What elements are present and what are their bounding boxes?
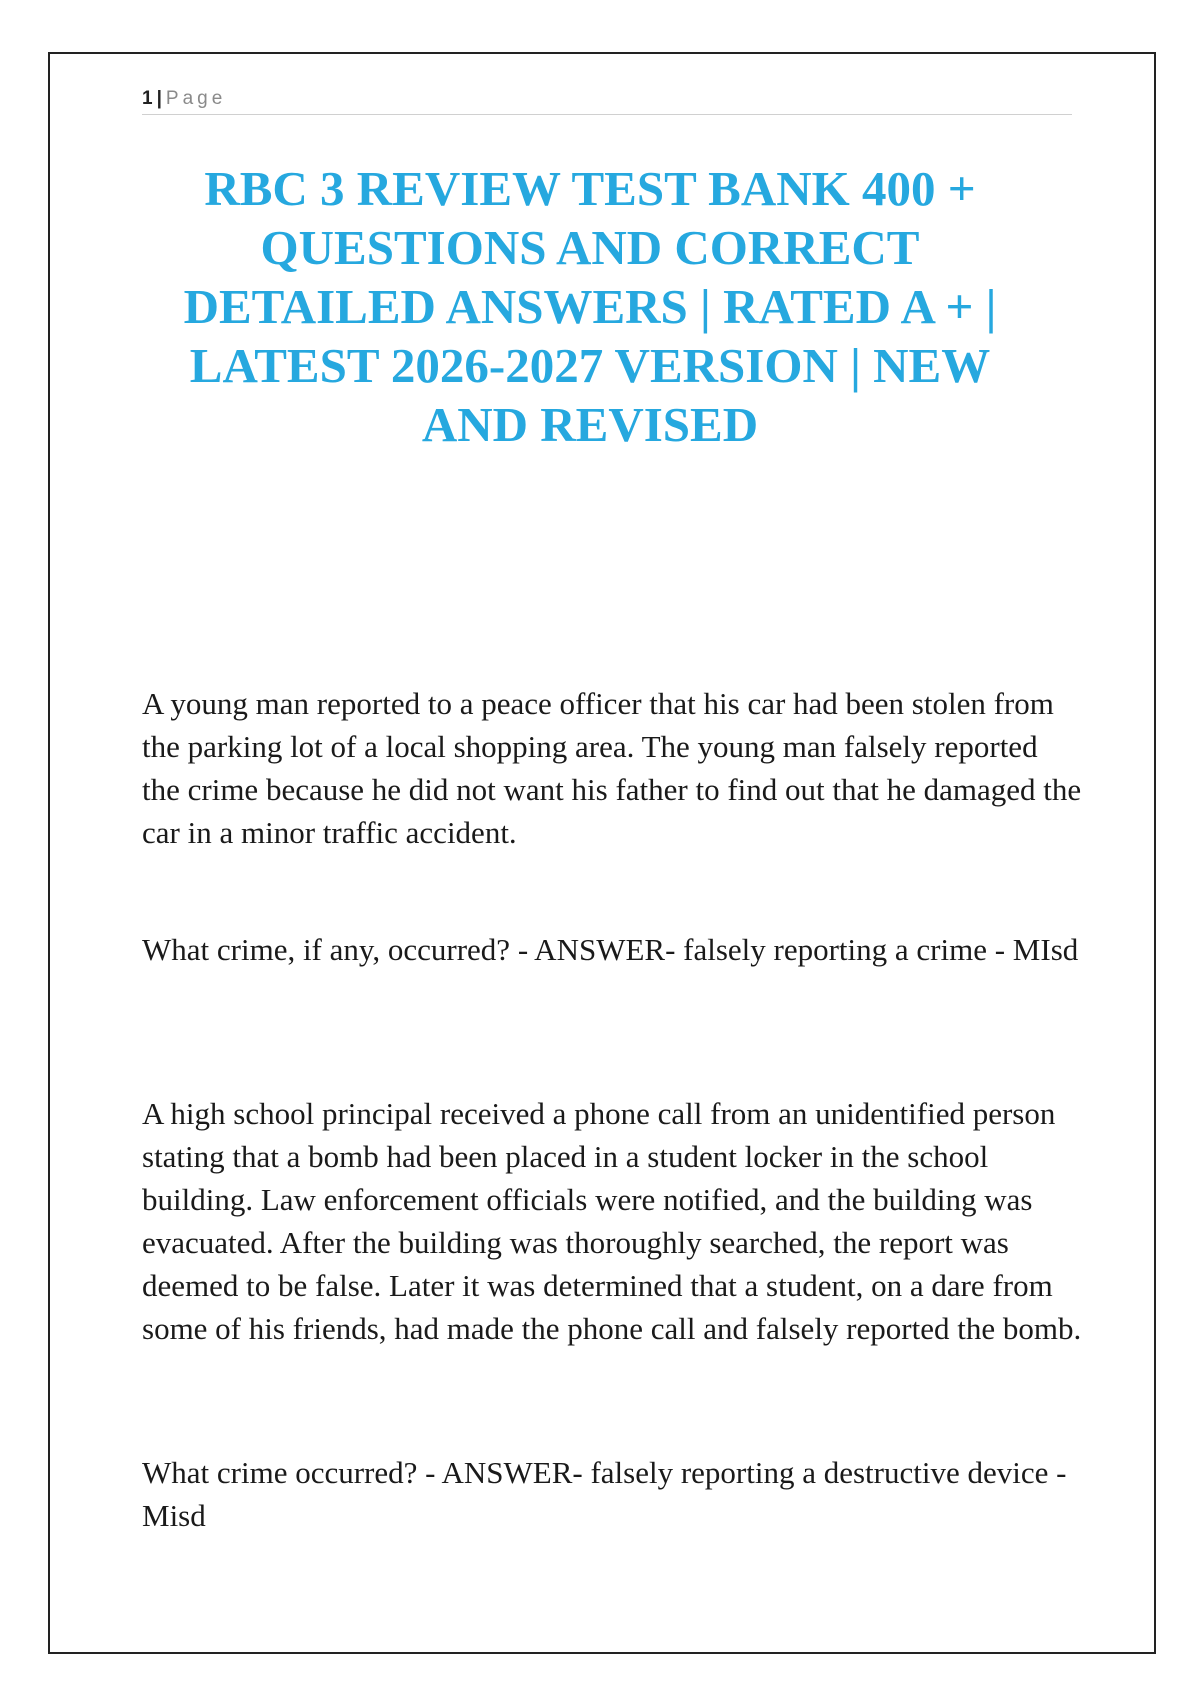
page-number: 1: [142, 88, 153, 109]
question-answer-1: What crime, if any, occurred? - ANSWER- falsely reporting a crime - MIsd: [142, 932, 1079, 967]
page-separator: |: [156, 88, 162, 109]
page-label: Page: [165, 88, 227, 109]
document-title: RBC 3 REVIEW TEST BANK 400 + QUESTIONS AND CORRECT DETAILED ANSWERS | RATED A + | LATEST 2026-2027 VERSION | NEW AND REVISED: [183, 161, 997, 452]
question-scenario-1: A young man reported to a peace officer that his car had been stolen from the parking lot of a local shopping area. The young man falsely reported the crime because he did not want his father to find out that he damaged the car in a minor traffic accident.: [142, 686, 1082, 850]
page-header: [142, 84, 1072, 115]
document-page: [48, 52, 1156, 1654]
question-scenario-2: A high school principal received a phone call from an unidentified person stating that a bomb had been placed in a student locker in the school building. Law enforcement officials were notified, and the building was evacuated. After the building was thoroughly searched, the report was deemed to be false. Later it was determined that a student, on a dare from some of his friends, had made the phone call and falsely reported the bomb.: [142, 1096, 1082, 1346]
question-answer-2: What crime occurred? - ANSWER- falsely reporting a destructive device - Misd: [142, 1455, 1067, 1533]
